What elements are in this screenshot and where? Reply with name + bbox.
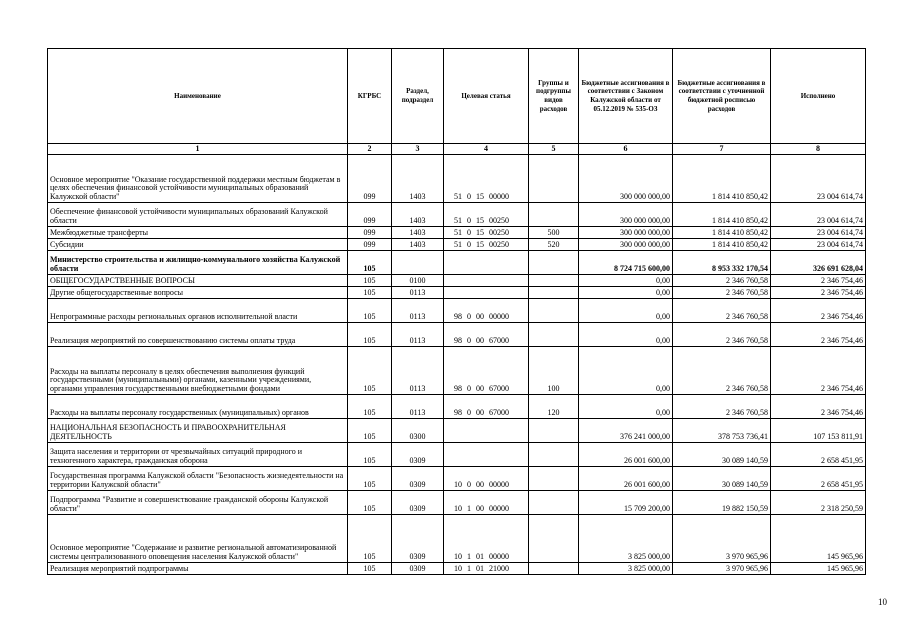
cell-executed: 2 346 754,46 bbox=[771, 275, 866, 287]
cell-name: Подпрограмма "Развитие и совершенствование гражданской обороны Калужской области" bbox=[48, 491, 348, 515]
cell-kgrbs: 105 bbox=[348, 467, 392, 491]
cell-group bbox=[529, 419, 579, 443]
table-row bbox=[48, 419, 866, 443]
cell-executed: 2 346 754,46 bbox=[771, 299, 866, 323]
cell-budget: 0,00 bbox=[579, 287, 673, 299]
page-number: 10 bbox=[878, 597, 887, 607]
column-number: 4 bbox=[444, 144, 529, 155]
cell-name: Защита населения и территории от чрезвычайных ситуаций природного и техногенного характера, гражданская оборона bbox=[48, 443, 348, 467]
cell-budget: 8 724 715 600,00 bbox=[579, 251, 673, 275]
cell-section: 0113 bbox=[392, 395, 444, 419]
cell-kgrbs: 099 bbox=[348, 227, 392, 239]
cell-name: Министерство строительства и жилищно-коммунального хозяйства Калужской области bbox=[48, 251, 348, 275]
cell-refined: 2 346 760,58 bbox=[673, 299, 771, 323]
header-budget: Бюджетные ассигнования в соответствии с Законом Калужской области от 05.12.2019 № 535-ОЗ bbox=[579, 49, 673, 144]
cell-target: 51 0 15 00250 bbox=[444, 203, 529, 227]
cell-executed: 23 004 614,74 bbox=[771, 227, 866, 239]
cell-name: Реализация мероприятий по совершенствованию системы оплаты труда bbox=[48, 323, 348, 347]
cell-section: 0300 bbox=[392, 419, 444, 443]
cell-executed: 2 346 754,46 bbox=[771, 395, 866, 419]
cell-name: Реализация мероприятий подпрограммы bbox=[48, 563, 348, 575]
column-number: 3 bbox=[392, 144, 444, 155]
cell-kgrbs: 099 bbox=[348, 203, 392, 227]
cell-executed: 2 346 754,46 bbox=[771, 323, 866, 347]
cell-group: 520 bbox=[529, 239, 579, 251]
column-number: 8 bbox=[771, 144, 866, 155]
cell-target: 51 0 15 00250 bbox=[444, 239, 529, 251]
table-row bbox=[48, 395, 866, 419]
cell-target: 98 0 00 67000 bbox=[444, 347, 529, 395]
table-row bbox=[48, 491, 866, 515]
cell-budget: 3 825 000,00 bbox=[579, 515, 673, 563]
cell-section: 0309 bbox=[392, 467, 444, 491]
cell-refined: 2 346 760,58 bbox=[673, 323, 771, 347]
cell-budget: 15 709 200,00 bbox=[579, 491, 673, 515]
table-row bbox=[48, 275, 866, 287]
table-row bbox=[48, 467, 866, 491]
cell-name: ОБЩЕГОСУДАРСТВЕННЫЕ ВОПРОСЫ bbox=[48, 275, 348, 287]
cell-name: Основное мероприятие "Оказание государственной поддержки местным бюджетам в целях обеспечения финансовой устойчивости муниципальных образований Калужской области" bbox=[48, 155, 348, 203]
table-row bbox=[48, 203, 866, 227]
cell-target: 51 0 15 00000 bbox=[444, 155, 529, 203]
cell-group bbox=[529, 251, 579, 275]
cell-target bbox=[444, 443, 529, 467]
cell-refined: 3 970 965,96 bbox=[673, 515, 771, 563]
cell-executed: 2 658 451,95 bbox=[771, 467, 866, 491]
cell-refined: 19 882 150,59 bbox=[673, 491, 771, 515]
cell-kgrbs: 105 bbox=[348, 515, 392, 563]
cell-name: Субсидии bbox=[48, 239, 348, 251]
cell-budget: 300 000 000,00 bbox=[579, 239, 673, 251]
cell-target: 10 1 01 00000 bbox=[444, 515, 529, 563]
cell-kgrbs: 105 bbox=[348, 287, 392, 299]
column-number: 2 bbox=[348, 144, 392, 155]
cell-kgrbs: 105 bbox=[348, 347, 392, 395]
cell-refined: 8 953 332 170,54 bbox=[673, 251, 771, 275]
cell-section: 1403 bbox=[392, 203, 444, 227]
cell-section: 0113 bbox=[392, 299, 444, 323]
table-row bbox=[48, 239, 866, 251]
cell-executed: 326 691 628,04 bbox=[771, 251, 866, 275]
cell-budget: 26 001 600,00 bbox=[579, 443, 673, 467]
cell-kgrbs: 105 bbox=[348, 251, 392, 275]
cell-section: 0113 bbox=[392, 287, 444, 299]
table-row bbox=[48, 347, 866, 395]
cell-kgrbs: 099 bbox=[348, 239, 392, 251]
table-row bbox=[48, 251, 866, 275]
cell-target: 98 0 00 67000 bbox=[444, 395, 529, 419]
cell-name: Непрограммные расходы региональных органов исполнительной власти bbox=[48, 299, 348, 323]
cell-group bbox=[529, 443, 579, 467]
table-header bbox=[48, 49, 866, 155]
cell-budget: 376 241 000,00 bbox=[579, 419, 673, 443]
cell-kgrbs: 105 bbox=[348, 443, 392, 467]
cell-refined: 2 346 760,58 bbox=[673, 395, 771, 419]
cell-executed: 107 153 811,91 bbox=[771, 419, 866, 443]
table-row bbox=[48, 299, 866, 323]
header-target: Целевая статья bbox=[444, 49, 529, 144]
cell-budget: 0,00 bbox=[579, 323, 673, 347]
cell-refined: 30 089 140,59 bbox=[673, 443, 771, 467]
cell-group bbox=[529, 287, 579, 299]
cell-budget: 26 001 600,00 bbox=[579, 467, 673, 491]
cell-executed: 23 004 614,74 bbox=[771, 155, 866, 203]
cell-refined: 1 814 410 850,42 bbox=[673, 227, 771, 239]
cell-section: 0309 bbox=[392, 491, 444, 515]
header-executed: Исполнено bbox=[771, 49, 866, 144]
cell-executed: 23 004 614,74 bbox=[771, 203, 866, 227]
cell-section bbox=[392, 251, 444, 275]
cell-kgrbs: 105 bbox=[348, 419, 392, 443]
cell-section: 0309 bbox=[392, 515, 444, 563]
column-number: 1 bbox=[48, 144, 348, 155]
cell-budget: 0,00 bbox=[579, 275, 673, 287]
cell-budget: 300 000 000,00 bbox=[579, 203, 673, 227]
cell-refined: 1 814 410 850,42 bbox=[673, 155, 771, 203]
cell-refined: 378 753 736,41 bbox=[673, 419, 771, 443]
cell-executed: 2 658 451,95 bbox=[771, 443, 866, 467]
cell-target bbox=[444, 419, 529, 443]
table-body bbox=[48, 155, 866, 575]
cell-target bbox=[444, 287, 529, 299]
header-kgrbs: КГРБС bbox=[348, 49, 392, 144]
cell-refined: 30 089 140,59 bbox=[673, 467, 771, 491]
cell-budget: 300 000 000,00 bbox=[579, 227, 673, 239]
cell-group bbox=[529, 323, 579, 347]
cell-name: Расходы на выплаты персоналу в целях обеспечения выполнения функций государственными (муниципальными) органами, казенными учреждениями, органами управления государственными внебюджетными фондами bbox=[48, 347, 348, 395]
cell-group bbox=[529, 515, 579, 563]
cell-section: 0309 bbox=[392, 443, 444, 467]
cell-executed: 2 346 754,46 bbox=[771, 287, 866, 299]
cell-section: 0113 bbox=[392, 323, 444, 347]
cell-executed: 145 965,96 bbox=[771, 515, 866, 563]
cell-group bbox=[529, 275, 579, 287]
cell-target: 98 0 00 00000 bbox=[444, 299, 529, 323]
cell-group: 500 bbox=[529, 227, 579, 239]
header-name: Наименование bbox=[48, 49, 348, 144]
table-row bbox=[48, 155, 866, 203]
cell-group bbox=[529, 299, 579, 323]
cell-group bbox=[529, 563, 579, 575]
cell-name: Обеспечение финансовой устойчивости муниципальных образований Калужской области bbox=[48, 203, 348, 227]
header-refined: Бюджетные ассигнования в соответствии с уточненной бюджетной росписью расходов bbox=[673, 49, 771, 144]
cell-budget: 0,00 bbox=[579, 395, 673, 419]
cell-kgrbs: 105 bbox=[348, 275, 392, 287]
cell-target: 10 0 00 00000 bbox=[444, 467, 529, 491]
cell-kgrbs: 099 bbox=[348, 155, 392, 203]
cell-name: Межбюджетные трансферты bbox=[48, 227, 348, 239]
cell-budget: 0,00 bbox=[579, 347, 673, 395]
cell-executed: 2 318 250,59 bbox=[771, 491, 866, 515]
cell-budget: 0,00 bbox=[579, 299, 673, 323]
cell-executed: 2 346 754,46 bbox=[771, 347, 866, 395]
cell-name: НАЦИОНАЛЬНАЯ БЕЗОПАСНОСТЬ И ПРАВООХРАНИТЕЛЬНАЯ ДЕЯТЕЛЬНОСТЬ bbox=[48, 419, 348, 443]
cell-group bbox=[529, 467, 579, 491]
column-number: 6 bbox=[579, 144, 673, 155]
cell-target bbox=[444, 275, 529, 287]
cell-name: Расходы на выплаты персоналу государственных (муниципальных) органов bbox=[48, 395, 348, 419]
cell-budget: 300 000 000,00 bbox=[579, 155, 673, 203]
cell-refined: 2 346 760,58 bbox=[673, 287, 771, 299]
cell-refined: 3 970 965,96 bbox=[673, 563, 771, 575]
cell-target bbox=[444, 251, 529, 275]
header-group: Группы и подгруппы видов расходов bbox=[529, 49, 579, 144]
cell-target: 98 0 00 67000 bbox=[444, 323, 529, 347]
cell-executed: 145 965,96 bbox=[771, 563, 866, 575]
table-row bbox=[48, 227, 866, 239]
cell-group: 100 bbox=[529, 347, 579, 395]
cell-kgrbs: 105 bbox=[348, 323, 392, 347]
cell-executed: 23 004 614,74 bbox=[771, 239, 866, 251]
cell-kgrbs: 105 bbox=[348, 395, 392, 419]
cell-kgrbs: 105 bbox=[348, 491, 392, 515]
cell-refined: 1 814 410 850,42 bbox=[673, 239, 771, 251]
budget-table bbox=[47, 48, 866, 575]
cell-section: 0309 bbox=[392, 563, 444, 575]
cell-target: 51 0 15 00250 bbox=[444, 227, 529, 239]
cell-group: 120 bbox=[529, 395, 579, 419]
table-row bbox=[48, 323, 866, 347]
table-row bbox=[48, 515, 866, 563]
cell-group bbox=[529, 491, 579, 515]
cell-section: 1403 bbox=[392, 239, 444, 251]
cell-group bbox=[529, 203, 579, 227]
cell-section: 0100 bbox=[392, 275, 444, 287]
cell-budget: 3 825 000,00 bbox=[579, 563, 673, 575]
cell-refined: 2 346 760,58 bbox=[673, 275, 771, 287]
cell-kgrbs: 105 bbox=[348, 563, 392, 575]
column-number: 5 bbox=[529, 144, 579, 155]
cell-section: 1403 bbox=[392, 227, 444, 239]
cell-name: Основное мероприятие "Содержание и развитие региональной автоматизированной системы централизованного оповещения населения Калужской области" bbox=[48, 515, 348, 563]
table-row bbox=[48, 563, 866, 575]
cell-name: Государственная программа Калужской области "Безопасность жизнедеятельности на территории Калужской области" bbox=[48, 467, 348, 491]
cell-kgrbs: 105 bbox=[348, 299, 392, 323]
cell-section: 0113 bbox=[392, 347, 444, 395]
table-row bbox=[48, 287, 866, 299]
cell-name: Другие общегосударственные вопросы bbox=[48, 287, 348, 299]
cell-group bbox=[529, 155, 579, 203]
cell-target: 10 1 01 21000 bbox=[444, 563, 529, 575]
column-number: 7 bbox=[673, 144, 771, 155]
cell-refined: 1 814 410 850,42 bbox=[673, 203, 771, 227]
header-section: Раздел, подраздел bbox=[392, 49, 444, 144]
cell-target: 10 1 00 00000 bbox=[444, 491, 529, 515]
table-row bbox=[48, 443, 866, 467]
cell-section: 1403 bbox=[392, 155, 444, 203]
cell-refined: 2 346 760,58 bbox=[673, 347, 771, 395]
